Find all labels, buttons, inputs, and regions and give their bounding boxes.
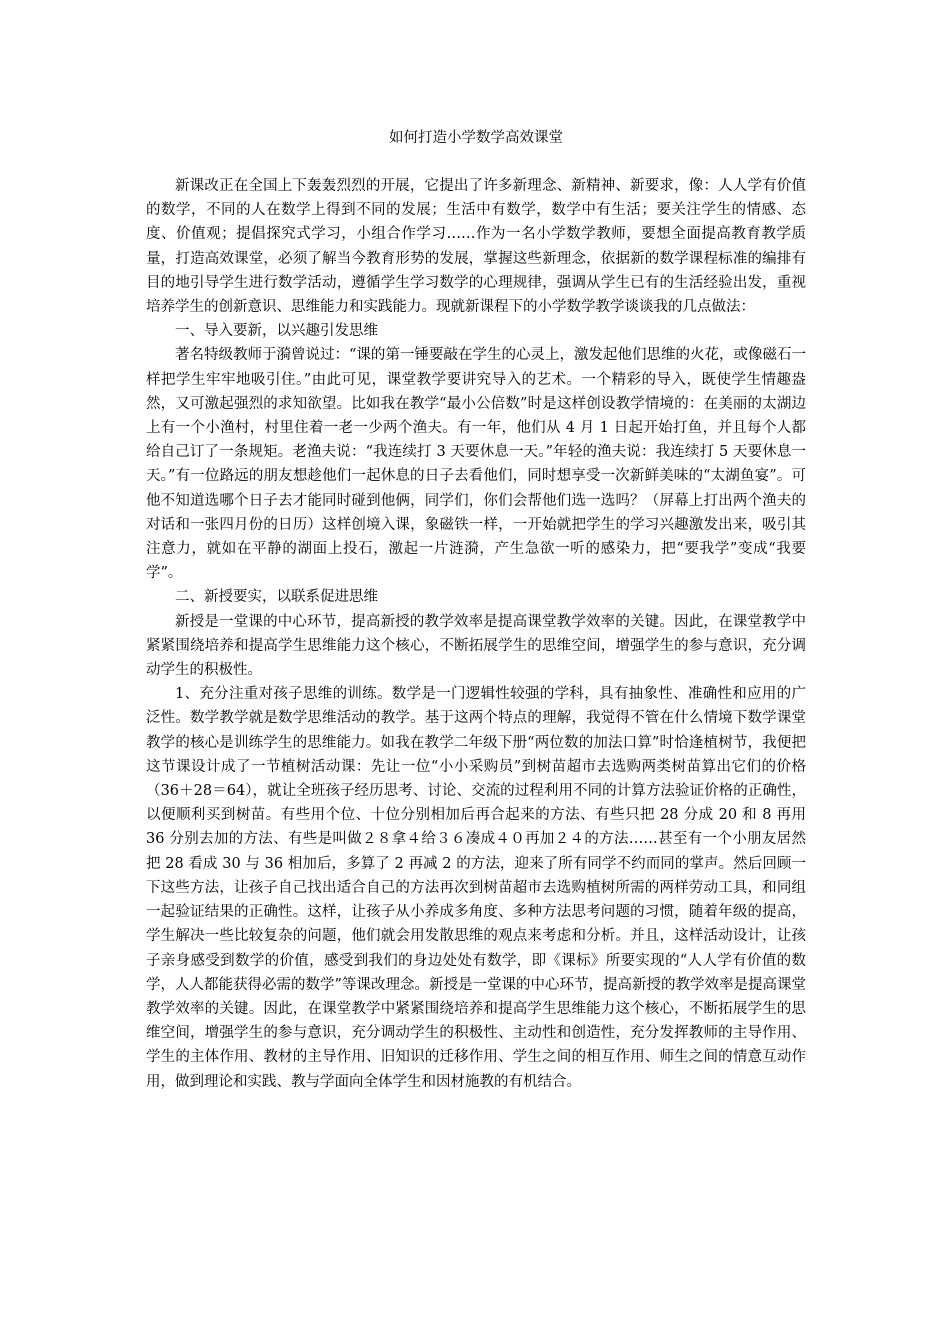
section-2-heading: 二、新授要实，以联系促进思维 (175, 589, 378, 606)
section-2-point-1-paragraph: 1、充分注重对孩子思维的训练。数学是一门逻辑性较强的学科，具有抽象性、准确性和应用的广泛性。数学教学就是数学思维活动的教学。基于这两个特点的理解，我觉得不管在什么情境下数学课堂教学的核心是训练学生的思维能力。如我在教学二年级下册“两位数的加法口算”时恰逢植树节，我便把这节课设计成了一节植树活动课：先让一位“小小采购员”到树苗超市去选购两类树苗算出它们的价格（36＋28＝64），就让全班孩子经历思考、讨论、交流的过程利用不同的计算方法验证价格的正确性，以便顺利买到树苗。有些用个位、十位分别相加后再合起来的方法、有些只把 28 分成 20 和 8 再用 36 分别去加的方法、有些是叫做２８拿４给３６凑成４０再加２４的方法……甚至有一个小朋友居然把 28 看成 30 与 36 相加后，多算了 2 再减 2 的方法，迎来了所有同学不约而同的掌声。然后回顾一下这些方法，让孩子自己找出适合自己的方法再次到树苗超市去选购植树所需的两样劳动工具，和同组一起验证结果的正确性。这样，让孩子从小养成多角度、多种方法思考问题的习惯，随着年级的提高，学生解决一些比较复杂的问题，他们就会用发散思维的观点来考虑和分析。并且，这样活动设计，让孩子亲身感受到数学的价值，感受到我们的身边处处有数学，即《课标》所要实现的“人人学有价值的数学，人人都能获得必需的数学”等课改理念。新授是一堂课的中心环节，提高新授的教学效率是提高课堂教学效率的关键。因此，在课堂教学中紧紧围绕培养和提高学生思维能力这个核心，不断拓展学生的思维空间，增强学生的参与意识，充分调动学生的积极性、主动性和创造性，充分发挥教师的主导作用、学生的主体作用、教材的主导作用、旧知识的迁移作用、学生之间的相互作用、师生之间的情意互动作用，做到理论和实践、教与学面向全体学生和因材施教的有机结合。 (146, 686, 806, 1090)
section-1-heading: 一、导入要新，以兴趣引发思维 (175, 323, 378, 340)
document-title: 如何打造小学数学高效课堂 (389, 130, 563, 146)
intro-paragraph: 新课改正在全国上下轰轰烈烈的开展，它提出了许多新理念、新精神、新要求，像：人人学有价值的数学，不同的人在数学上得到不同的发展；生活中有数学，数学中有生活；要关注学生的情感、态度、价值观；提倡探究式学习，小组合作学习……作为一名小学数学教师，要想全面提高教育教学质量，打造高效课堂，必须了解当今教育形势的发展，掌握这些新理念，依据新的数学课程标准的编排有目的地引导学生进行数学活动，遵循学生学习数学的心理规律，强调从学生已有的生活经验出发，重视培养学生的创新意识、思维能力和实践能力。现就新课程下的小学数学教学谈谈我的几点做法： (146, 178, 806, 316)
document-page (146, 126, 806, 1094)
section-1-paragraph: 著名特级教师于漪曾说过：“课的第一锤要敲在学生的心灵上，激发起他们思维的火花，或像磁石一样把学生牢牢地吸引住。”由此可见，课堂教学要讲究导入的艺术。一个精彩的导入，既使学生情趣盎然，又可激起强烈的求知欲望。比如我在教学“最小公倍数”时是这样创设教学情境的：在美丽的太湖边上有一个小渔村，村里住着一老一少两个渔夫。有一年，他们从 4 月 1 日起开始打鱼，并且每个人都给自己订了一条规矩。老渔夫说：“我连续打 3 天要休息一天。”年轻的渔夫说：我连续打 5 天要休息一天。”有一位路远的朋友想趁他们一起休息的日子去看他们，同时想享受一次新鲜美味的“太湖鱼宴”。可他不知道选哪个日子去才能同时碰到他俩，同学们，你们会帮他们选一选吗？（屏幕上打出两个渔夫的对话和一张四月份的日历）这样创境入课，象磁铁一样，一开始就把学生的学习兴趣激发出来，吸引其注意力，就如在平静的湖面上投石，激起一片涟漪，产生急欲一听的感染力，把“要我学”变成“我要学”。 (146, 347, 806, 582)
section-2-paragraph: 新授是一堂课的中心环节，提高新授的教学效率是提高课堂教学效率的关键。因此，在课堂教学中紧紧围绕培养和提高学生思维能力这个核心，不断拓展学生的思维空间，增强学生的参与意识，充分调动学生的积极性。 (146, 613, 806, 679)
